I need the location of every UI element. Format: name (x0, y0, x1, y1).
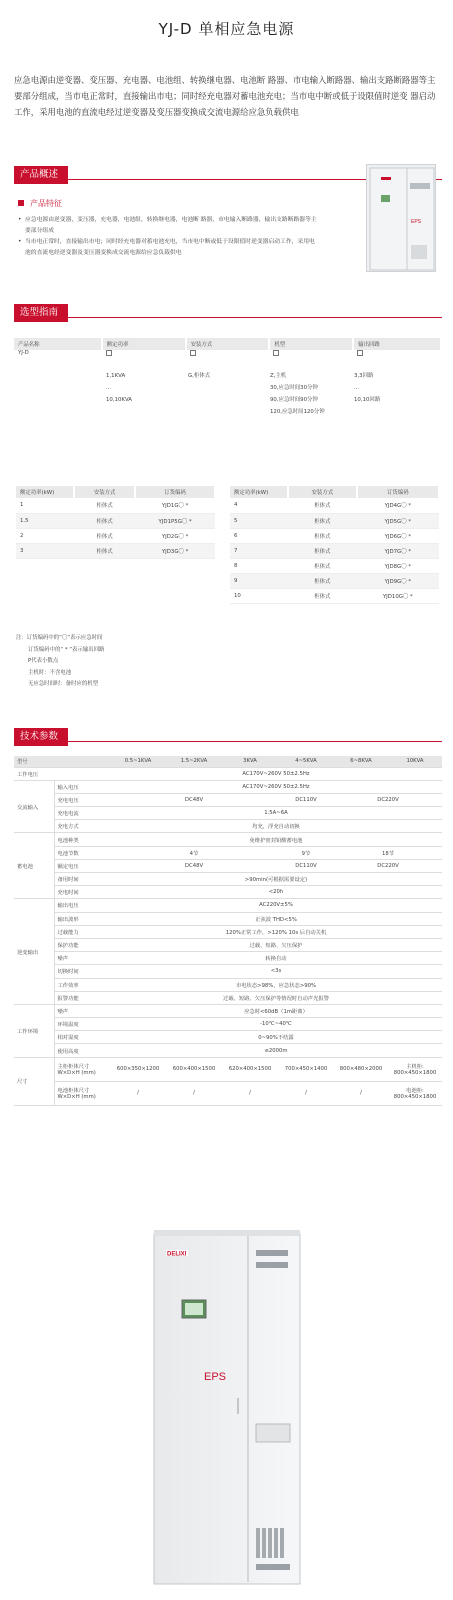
tech-col: 3KVA (222, 756, 278, 767)
col-circuit: 输出回路 (353, 338, 441, 350)
code-col-install: 安装方式 (288, 486, 357, 498)
tech-cell: -10℃~40℃ (110, 1018, 442, 1031)
code-cell: YJD1G〇 * (135, 498, 215, 513)
code-cell: YJD10G〇 * (357, 588, 439, 603)
tech-cell: DC48V (110, 793, 278, 806)
power-checkbox[interactable] (106, 350, 112, 356)
code-cell: YJD4G〇 * (357, 498, 439, 513)
tech-row-label: 切换时间 (54, 965, 110, 978)
feature-item: • 应急电源由逆变器，变压器，充电器，电池组，转换继电器，电池断 路器，市电输入断路器，输出支路断路器等主要部分组成 (18, 215, 318, 237)
tech-cell: 620×400×1500 (222, 1057, 278, 1081)
code-cell: YJD3G〇 * (135, 543, 215, 558)
note-line: 无应急时间时：备时应的机型 (28, 681, 99, 687)
tech-cell: DC48V (110, 859, 278, 872)
code-cell: 10 (230, 588, 288, 603)
selection-section-header (14, 300, 442, 318)
tech-cell: 正弦波 THD<5% (110, 912, 442, 925)
code-cell: 5 (230, 513, 288, 528)
code-col-code: 订货编码 (135, 486, 215, 498)
code-col-power: 额定功率(kW) (16, 486, 74, 498)
tech-col: 10KVA (388, 756, 442, 767)
tech-cell: 120%正常工作，>120% 10s 后自动关机 (110, 925, 442, 938)
code-col-code: 订货编码 (357, 486, 439, 498)
feature-item: • 当市电正常时，直接输出市电；同时经充电器对蓄电池充电，当市电中断或低于设限值时逆变器启动工作，采用电池的直流电经逆变器及变压器变换成交流电源给应急负载供电 (18, 237, 318, 259)
code-cell: 柜体式 (288, 543, 357, 558)
code-cell: 1.5 (16, 513, 74, 528)
order-code-table-right (230, 486, 440, 604)
circuit-option: 3,3回路 (354, 373, 374, 379)
install-option: G,柜体式 (188, 373, 211, 379)
square-bullet-icon (18, 200, 24, 206)
tech-params-table (14, 756, 442, 1106)
selection-table (14, 338, 442, 358)
col-product-name: 产品名称 (14, 338, 102, 350)
tech-row-label: 充电电压 (54, 793, 110, 806)
tech-row-label: 报警功能 (54, 991, 110, 1004)
power-options (106, 370, 132, 406)
code-cell: 柜体式 (74, 498, 135, 513)
product-name-value: YJ-D (18, 350, 29, 356)
circuit-option: ... (354, 385, 360, 391)
code-cell: 柜体式 (288, 513, 357, 528)
tech-cell: <20h (110, 886, 442, 899)
tech-row-label: 环境温度 (54, 1018, 110, 1031)
code-cell: 8 (230, 558, 288, 573)
tech-cell: 700×450×1400 (278, 1057, 334, 1081)
tech-cell: DC220V (334, 793, 442, 806)
tech-row-label: 充电时间 (54, 886, 110, 899)
note-line: 订货编码中的“ * ”表示输出回路 (28, 646, 105, 653)
col-model: 机型 (269, 338, 353, 350)
code-cell: 7 (230, 543, 288, 558)
tech-row-label: 输出波形 (54, 912, 110, 925)
note-line: P代表小数点 (28, 658, 59, 664)
code-col-power: 额定功率(kW) (230, 486, 288, 498)
tech-cell: 应急时<60dB（1m距离） (110, 1004, 442, 1017)
model-checkbox[interactable] (273, 350, 279, 356)
tech-cell: 600×350×1200 (110, 1057, 166, 1081)
tech-row-label: 电池种类 (54, 833, 110, 846)
tech-cell: 18节 (334, 846, 442, 859)
tech-row-label: 噪声 (54, 952, 110, 965)
tech-cell: 0~90%不结露 (110, 1031, 442, 1044)
code-cell: 9 (230, 573, 288, 588)
tech-group-label: 尺寸 (14, 1057, 54, 1105)
tech-row-label: 电池柜体尺寸 W×D×H (mm) (54, 1081, 110, 1105)
code-cell: 4 (230, 498, 288, 513)
tech-cell: 市电状态>98%，应急状态>90% (110, 978, 442, 991)
tech-row-label: 主柜柜体尺寸 W×D×H (mm) (54, 1057, 110, 1081)
tech-col: 1.5~2KVA (166, 756, 222, 767)
tech-row-label: 过载能力 (54, 925, 110, 938)
tech-row-label: 电池节数 (54, 846, 110, 859)
code-cell: YJD6G〇 * (357, 528, 439, 543)
tech-cell: 均充，浮充自动切换 (110, 820, 442, 833)
tech-cell: 4节 (110, 846, 278, 859)
power-option: ... (106, 385, 112, 391)
install-checkbox[interactable] (190, 350, 196, 356)
intro-paragraph: 应急电源由逆变器、变压器、充电器、电池组、转换继电器、电池断 路器、市电输入断路器、输出支路断路器等主要部分组成，当市电正常时，直接输出市电；同时经充电器对蓄电池充电；当市电中断或低于设限值时逆变 器启动工作，采用电池的直流电经过逆变器及变压器变换成交流电源给应急负载供电 (14, 75, 436, 117)
model-option: 120,应急时间120分钟 (270, 409, 325, 415)
code-cell: 1 (16, 498, 74, 513)
install-options (188, 370, 210, 382)
circuit-options (354, 370, 380, 406)
tech-cell: 电池柜: 800×450×1800 (388, 1081, 442, 1105)
tech-row-label: 充电方式 (54, 820, 110, 833)
tech-cell: <3s (110, 965, 442, 978)
model-option: 90,应急时间90分钟 (270, 397, 318, 403)
tech-row-label: 工作电压 (14, 767, 110, 780)
code-cell: 柜体式 (288, 558, 357, 573)
power-option: 10,10KVA (106, 397, 132, 403)
model-options (270, 370, 325, 418)
tech-cell: 600×400×1500 (166, 1057, 222, 1081)
tech-row-label: 噪声 (54, 1004, 110, 1017)
tech-group-label: 交流输入 (14, 780, 54, 833)
tech-cell: 1.5A~6A (110, 807, 442, 820)
tech-row-label: 保护功能 (54, 938, 110, 951)
code-cell: YJD8G〇 * (357, 558, 439, 573)
tech-row-label: 备用时间 (54, 873, 110, 886)
tech-cell: >90min(可根据需要设定) (110, 873, 442, 886)
code-cell: 柜体式 (74, 528, 135, 543)
features-list (18, 215, 318, 259)
code-cell: YJD5G〇 * (357, 513, 439, 528)
note-line: 注：订货编码中的“〇”表示应急时间 (16, 635, 103, 641)
tech-cell: ≤2000m (110, 1044, 442, 1057)
tech-cell: / (334, 1081, 388, 1105)
tech-cell: / (110, 1081, 166, 1105)
overview-tag: 产品概述 (14, 166, 68, 184)
tech-col: 型号 (14, 756, 110, 767)
product-thumbnail (366, 164, 436, 272)
code-cell: 柜体式 (74, 513, 135, 528)
svg-text:EPS: EPS (411, 219, 422, 225)
page-title: YJ-D 单相应急电源 (158, 20, 295, 38)
brand-logo: DELIXI (167, 1251, 187, 1258)
tech-cell: / (278, 1081, 334, 1105)
col-install: 安装方式 (186, 338, 270, 350)
model-option: 30,应急时间30分钟 (270, 385, 318, 391)
code-cell: YJD7G〇 * (357, 543, 439, 558)
code-cell: 3 (16, 543, 74, 558)
tech-cell: 转换自动 (110, 952, 442, 965)
tech-cell: 过载、短路、欠压保护 (110, 938, 442, 951)
code-cell: 柜体式 (288, 528, 357, 543)
tech-col: 6~8KVA (334, 756, 388, 767)
tech-row-label: 输入电压 (54, 780, 110, 793)
tech-cell: 免维护密封铅酸蓄电池 (110, 833, 442, 846)
code-col-install: 安装方式 (74, 486, 135, 498)
tech-cell: DC220V (334, 859, 442, 872)
tech-group-label: 逆变输出 (14, 899, 54, 1005)
order-code-table-left (16, 486, 216, 559)
features-title-text: 产品特征 (30, 199, 62, 208)
tech-cell: 800×480×2000 (334, 1057, 388, 1081)
tech-row-label: 相对湿度 (54, 1031, 110, 1044)
tech-row-label: 工作效率 (54, 978, 110, 991)
tech-row-label: 额定电压 (54, 859, 110, 872)
code-cell: 柜体式 (74, 543, 135, 558)
code-cell: 2 (16, 528, 74, 543)
note-line: 主机时：不含电池 (28, 669, 72, 676)
tech-cell: 主机柜: 800×450×1800 (388, 1057, 442, 1081)
tech-cell: AC170V~260V 50±2.5Hz (110, 780, 442, 793)
tech-row-label: 输出电压 (54, 899, 110, 912)
tech-cell: AC170V~260V 50±2.5Hz (110, 767, 442, 780)
notes (16, 633, 104, 691)
tech-cell: 过载、短路、欠压保护等情况时自动声光报警 (110, 991, 442, 1004)
tech-cell: AC220V±5% (110, 899, 442, 912)
col-rated-power: 额定功率 (102, 338, 186, 350)
tech-tag: 技术参数 (14, 728, 68, 746)
tech-row-label: 使用高度 (54, 1044, 110, 1057)
tech-group-label: 蓄电池 (14, 833, 54, 899)
tech-row-label: 充电电流 (54, 807, 110, 820)
code-cell: 柜体式 (288, 498, 357, 513)
code-cell: 柜体式 (288, 573, 357, 588)
model-option: Z,主机 (270, 373, 287, 379)
eps-label: EPS (204, 1371, 227, 1383)
tech-col: 0.5~1KVA (110, 756, 166, 767)
code-cell: 6 (230, 528, 288, 543)
tech-cell: 9节 (278, 846, 334, 859)
features-title (18, 198, 62, 209)
tech-cell: / (166, 1081, 222, 1105)
code-cell: YJD2G〇 * (135, 528, 215, 543)
tech-cell: DC110V (278, 859, 334, 872)
circuit-option: 10,10回路 (354, 397, 381, 403)
power-option: 1,1KVA (106, 373, 126, 379)
tech-cell: / (222, 1081, 278, 1105)
eps-cabinet-image (152, 1228, 302, 1588)
code-cell: YJD9G〇 * (357, 573, 439, 588)
tech-section-header (14, 724, 442, 742)
tech-col: 4~5KVA (278, 756, 334, 767)
tech-group-label: 工作环境 (14, 1004, 54, 1057)
code-cell: 柜体式 (288, 588, 357, 603)
tech-cell: DC110V (278, 793, 334, 806)
selection-tag: 选型指南 (14, 304, 68, 322)
code-cell: YJD1P5G〇 * (135, 513, 215, 528)
circuit-checkbox[interactable] (357, 350, 363, 356)
